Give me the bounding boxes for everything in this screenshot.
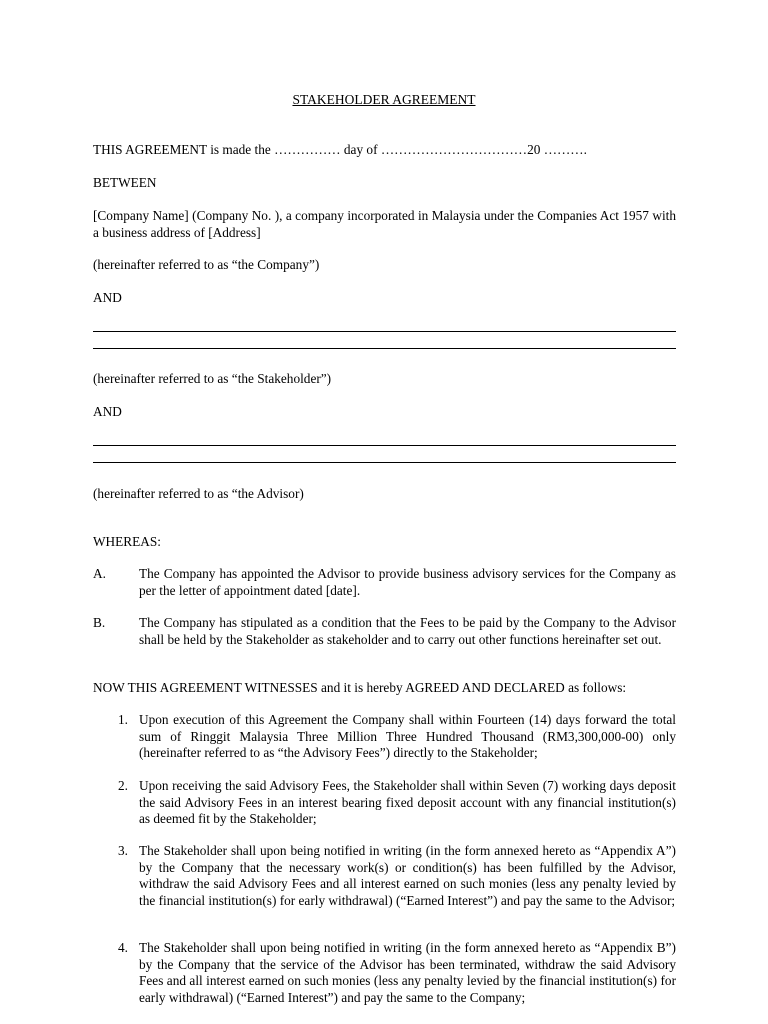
clause-number: 3. xyxy=(118,843,128,858)
recital-text: The Company has stipulated as a condition that the Fees to be paid by the Company to the Advisor shall be held by the Stakeholder as stakeholder and to carry out other functions hereinafter set out. xyxy=(139,615,676,647)
recital-label: B. xyxy=(93,615,106,630)
company-party-text: [Company Name] (Company No. ), a company incorporated in Malaysia under the Companies Act 1957 with a business address of [Address] xyxy=(93,208,676,240)
advisor-blank-line-2 xyxy=(93,462,676,463)
clause-number: 2. xyxy=(118,778,128,793)
clause-text: Upon execution of this Agreement the Company shall within Fourteen (14) days forward the total sum of Ringgit Malaysia Three Million Three Hundred Thousand (RM3,300,000-00) only (hereinafter referred to as “the Advisory Fees”) directly to the Stakeholder; xyxy=(139,712,676,760)
clause-text: Upon receiving the said Advisory Fees, the Stakeholder shall within Seven (7) working days deposit the said Advisory Fees in an interest bearing fixed deposit account with any financial institution(s) as deemed fit by the Stakeholder; xyxy=(139,778,676,826)
clause-number: 1. xyxy=(118,712,128,727)
stakeholder-blank-line-2 xyxy=(93,348,676,349)
company-reference: (hereinafter referred to as “the Company”) xyxy=(93,257,320,272)
document-title: STAKEHOLDER AGREEMENT xyxy=(292,92,476,107)
advisor-reference: (hereinafter referred to as “the Advisor) xyxy=(93,486,304,501)
clause-text: The Stakeholder shall upon being notified in writing (in the form annexed hereto as “Appendix A”) by the Company that the necessary work(s) or condition(s) has been fulfilled by the Advisor, withdraw the said Advisory Fees and all interest earned on such monies (less any penalty levied by the financial institution(s) for early withdrawal) (“Earned Interest”) and pay the same to the Advisor; xyxy=(139,843,676,908)
stakeholder-reference: (hereinafter referred to as “the Stakeholder”) xyxy=(93,371,332,386)
between-heading: BETWEEN xyxy=(93,175,157,190)
whereas-heading: WHEREAS: xyxy=(93,534,161,549)
and-separator-2: AND xyxy=(93,404,122,419)
and-separator-1: AND xyxy=(93,290,122,305)
advisor-blank-line-1 xyxy=(93,445,676,446)
recital-text: The Company has appointed the Advisor to provide business advisory services for the Company as per the letter of appointment dated [date]. xyxy=(139,566,676,598)
witnesses-statement: NOW THIS AGREEMENT WITNESSES and it is hereby AGREED AND DECLARED as follows: xyxy=(93,680,627,695)
agreement-date-line: THIS AGREEMENT is made the …………… day of ……………………………20 ………. xyxy=(93,142,587,157)
clause-text: The Stakeholder shall upon being notified in writing (in the form annexed hereto as “Appendix B”) by the Company that the service of the Advisor has been terminated, withdraw the said Advisory Fees and all interest earned on such monies (less any penalty levied by the financial institution(s) for early withdrawal) (“Earned Interest”) and pay the same to the Company; xyxy=(139,940,676,1005)
stakeholder-blank-line-1 xyxy=(93,331,676,332)
clause-number: 4. xyxy=(118,940,128,955)
recital-label: A. xyxy=(93,566,106,581)
